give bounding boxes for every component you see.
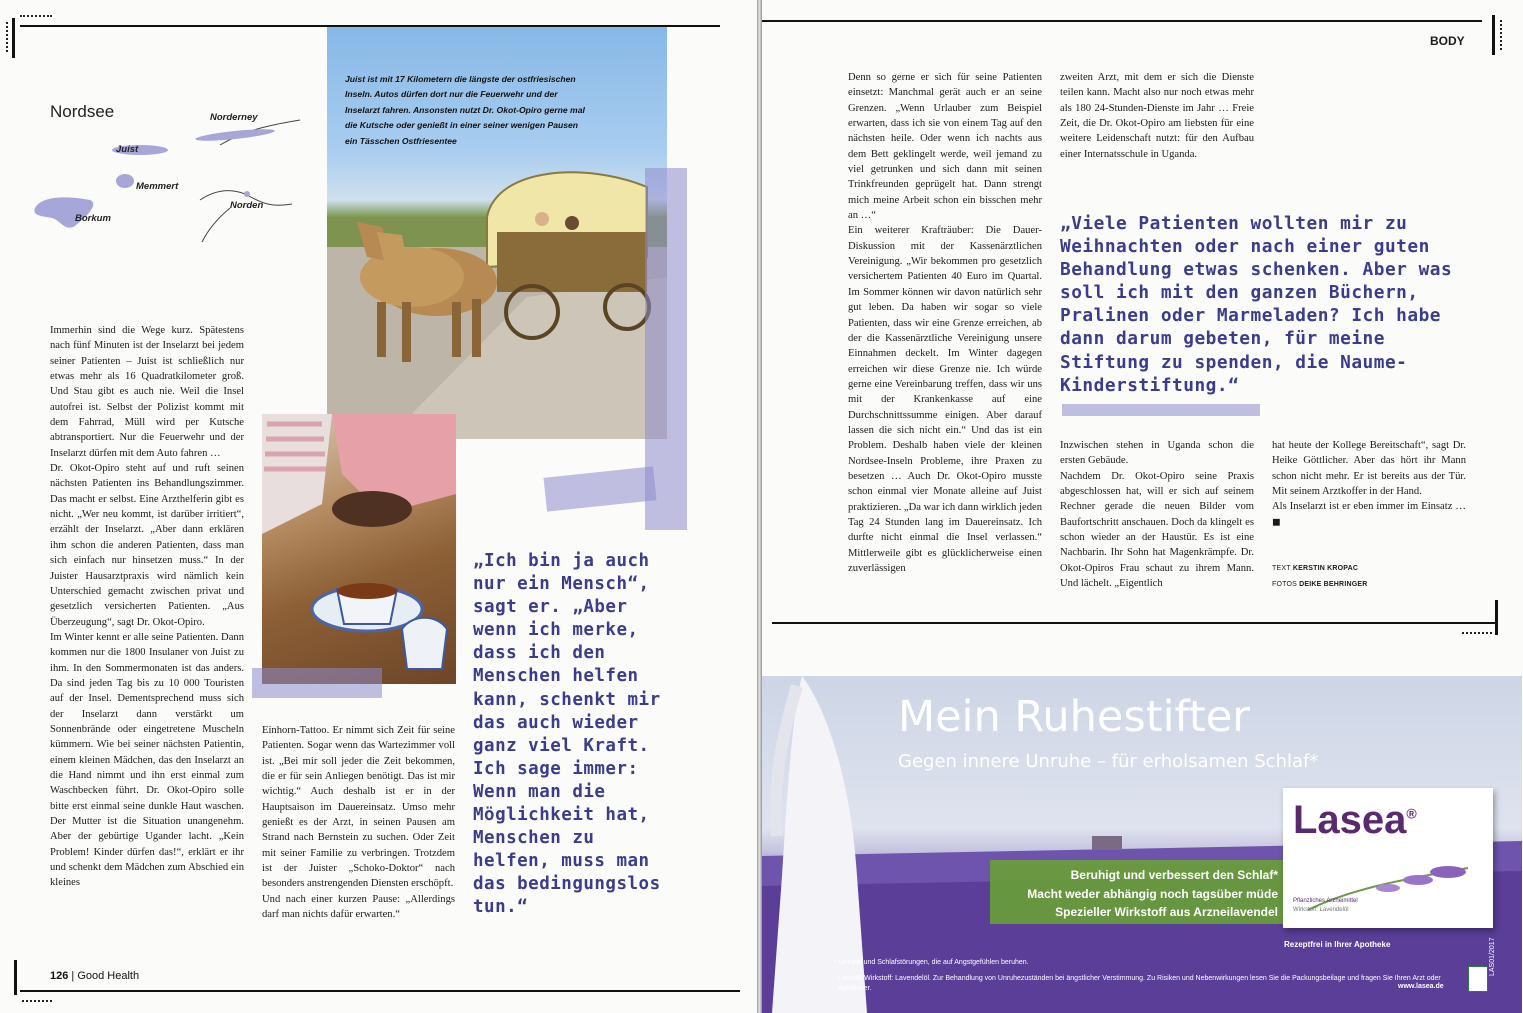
article-column-1 [848,70,1042,576]
magazine-name: Good Health [77,970,140,982]
map-label-norden: Norden [230,200,264,211]
map-label-juist: Juist [116,144,139,155]
frame-dots-vertical [1500,20,1502,50]
article-column-2-top: zweiten Arzt, mit dem er sich die Dienste teilen kann. Macht also nur noch etwas mehr als 180 24-Stunden-Dienste im Jahr … Freie Zeit, die Dr. Okot-Opiro am liebsten für eine weitere Leidenschaft nutzt: für den Aufbau einer Internatsschule in Uganda. [1060,72,1254,160]
article-column-2-bottom [1060,438,1254,591]
ad-claims [990,866,1278,922]
page-footer [50,970,139,982]
paragraph: Denn so gerne er sich für seine Patienten einsetzt: Manchmal gerät auch er an seine Grenzen. „Wenn Urlauber zum Beispiel erwarten, dass ich sie von einem Tag auf den nächsten heile. Oder wenn ich nachts aus dem Bett geklingelt werde, weil jemand zu viel getrunken und sich dann mit seinen Trinkfreunden geprügelt hat. Dann strengt mich meine Arbeit schon ein bisschen mehr an …“ [848,72,1042,222]
paragraph: Im Winter kennt er alle seine Patienten. Dann kommen nur die 1800 Insulaner von Juist zu ihm. In den Sommermonaten ist das anders. Da sind jeden Tag bis zu 10 000 Touristen auf der Insel. Dementsprechend muss sich der Inselarzt dann verstärkt um Sonnenbrände oder eingetretene Muscheln kümmern. Wie bei seiner nächsten Patientin, einem kleinen Mädchen, das den Inselarzt an die Hand nimmt und ihn erst einmal zum Waschbecken führt. Dr. Okot-Opiro solle bitte erst einmal seine dunkle Haut waschen. Der Mutter ist die Situation unangenehm. Aber der gebürtige Ugander lacht. „Kein Problem! Kinder dürfen das!“, erklärt er ihr und schenkt dem Mädchen zum Abschied ein kleines [50,631,244,889]
article-column-1 [50,323,244,891]
text-credit [1272,565,1358,572]
map-title: Nordsee [50,102,115,121]
brand-name: Lasea [1293,798,1407,842]
ad-headline: Mein Ruhestifter [898,692,1250,742]
package-subtext: Pflanzliches Arzneimittel [1293,898,1358,904]
frame-corner-bottom [14,960,17,995]
ad-subheadline: Gegen innere Unruhe – für erholsamen Schlaf* [898,751,1319,772]
pull-quote: „Ich bin ja auch nur ein Mensch“, sagt er. „Aber wenn ich merke, dass ich den Menschen helfen kann, schenkt mir das auch wieder ganz viel Kraft. Ich sage immer: Wenn man die Möglichkeit hat, Menschen zu helfen, muss man das bedingungslos tun.“ [473,551,661,918]
paragraph: Dr. Okot-Opiro steht auf und ruft seinen nächsten Patienten ins Behandlungszimmer. Das macht er selbst. Eine Arzthelferin gibt es nicht. „Wer neu kommt, ist darüber irritiert“, erzählt der Inselarzt. „Aber dann erklären ihm schon die anderen Patienten, dass man sich einfach nur hinsetzen muss.“ In der Juister Hausarztpraxis wird nämlich kein Unterschied gemacht zwischen privat und gesetzlich versicherten Patienten. „Aus Überzeugung“, sagt Dr. Okot-Opiro. [50,463,244,628]
frame-dots-vertical [6,22,8,52]
article-column-2 [262,723,455,922]
frame-corner-right [1492,15,1495,55]
page-number: 126 [50,970,69,982]
paragraph: Und nach einer kurzen Pause: „Allerdings darf man nichts dafür erwarten.“ [262,893,455,921]
article-column-3 [1272,438,1466,530]
tea-photo [262,414,456,684]
ad-side-code: LAS01/2017 [1489,937,1496,976]
credit-name: KERSTIN KROPAC [1292,565,1359,572]
paragraph: Nachdem Dr. Okot-Opiro seine Praxis abgeschlossen hat, will er sich auf seinem Rechner gerade die neuen Bilder vom Baufortschritt anschauen. Doch da klingelt es schon wieder an der Haustür. Es ist eine Nachbarin. Ihr Sohn hat Magenkrämpfe. Dr. Okot-Opiros Frau schaut zu ihrem Mann. Und lächelt. „Eigentlich [1060,470,1254,590]
ad-claim: Spezieller Wirkstoff aus Arzneilavendel [1055,905,1278,919]
decorative-tape-bottom [252,668,382,698]
lasea-advertisement[interactable] [762,676,1522,1013]
photo-credit [1272,581,1367,588]
footer-separator: | [71,970,75,982]
frame-corner-bottom [1495,600,1498,635]
end-mark-icon: ◼ [1272,516,1281,528]
paragraph: Ein weiterer Krafträuber: Die Dauer-Diskussion mit der Kassenärztlichen Vereinigung. „Wir bekommen pro gesetzlich versichertem Patienten 40 Euro im Quartal. Im Sommer können wir davon natürlich sehr gut leben. Da haben wir sogar so viele Patienten, dass wir eine Grenze erreichen, ab der die Kassenärztliche Vereinigung unsere Einnahmen deckelt. Im Winter dagegen erreichen wir diese Grenze nie. Ich würde gerne eine Vereinbarung treffen, dass wir uns mit der Krankenkasse auf eine Durchschnittssumme einigen. Aber darauf lassen die sich nicht ein.“ Und das ist ein Problem. Deshalb haben viele der kleinen Nordsee-Inseln Probleme, ihre Praxen zu besetzen … Auch Dr. Okot-Opiro musste schon einmal vier Monate alleine auf Juist praktizieren. „Da war ich dann wirklich jeden Tag 24 Stunden lang im Dauereinsatz. Ich durfte nicht einmal die Insel verlassen.“ Mittlerweile gibt es glücklicherweise einen zuverlässigen [848,225,1042,574]
package-subtext-2: Wirkstoff: Lavendelöl [1293,907,1349,913]
pharmacy-note: Rezeptfrei in Ihrer Apotheke [1284,940,1391,949]
ad-claim: Macht weder abhängig noch tagsüber müde [1027,886,1278,901]
map-label-borkum: Borkum [75,213,111,224]
tea-illustration [262,414,456,684]
paragraph: Immerhin sind die Wege kurz. Spätestens nach fünf Minuten ist der Inselarzt bei jedem seiner Patienten – Juist ist schließlich nur etwas mehr als 16 Quadratkilometer groß. Und Stau gibt es auch nie. Weil die Insel autofrei ist. Selbst der Polizist kommt mit dem Fahrrad, Müll wird per Kutsche abtransportiert. Nur die Feuerwehr und der Inselarzt dürfen mit dem Auto fahren … [50,325,244,459]
frame-corner-left [12,18,15,58]
paragraph: Inzwischen stehen in Uganda schon die ersten Gebäude. [1060,440,1254,467]
credit-label: TEXT [1272,565,1291,572]
top-frame-line [762,20,1482,22]
section-label: BODY [1430,34,1465,48]
frame-dots-bottom [1462,632,1492,634]
paragraph [1272,499,1466,530]
brand-logo [1293,798,1417,843]
decorative-tape [1062,404,1260,416]
bottom-frame-line [20,990,740,992]
photo-caption: Juist ist mit 17 Kilometern die längste der ostfriesischen Inseln. Autos dürfen dort nur die Feuerwehr und der Inselarzt fahren. Ansonsten nutzt Dr. Okot-Opiro gerne mal die Kutsche oder genießt in einer seiner wenigen Pausen ein Tässchen Ostfriesentee [345,74,585,146]
ad-url[interactable]: www.lasea.de [1398,983,1444,990]
ad-claim: Beruhigt und verbessert den Schlaf* [1070,868,1278,882]
bottom-frame-line [772,622,1497,624]
right-page [762,0,1523,1013]
paragraph: Einhorn-Tattoo. Er nimmt sich Zeit für seine Patienten. Sogar wenn das Wartezimmer voll ist. „Bei mir soll jeder die Zeit bekommen, die er für sein Anliegen benötigt. Das ist mir wichtig.“ Auch deshalb ist er in der Hauptsaison im Dauereinsatz. Umso mehr genießt es der Arzt, in seinen Pausen am Strand nach Bernstein zu suchen. Oder Zeit mit seiner Familie zu verbringen. Trotzdem ist der Juister „Schoko-Doktor“ nach besonders anstrengenden Diensten erschöpft. [262,725,455,890]
map-label-norderney: Norderney [210,112,258,123]
paragraph: hat heute der Kollege Bereitschaft“, sagt Dr. Heike Göttlicher. Aber das hört ihr Mann schon nicht mehr. Er ist bereits aus der Tür. Mit seinem Arztkoffer in der Hand. [1272,440,1466,498]
frame-dots [20,15,52,17]
lasea-package[interactable] [1283,788,1493,928]
paragraph-text: Als Inselarzt ist er eben immer im Einsatz … [1272,501,1466,513]
credit-name: DEIKE BEHRINGER [1299,581,1368,588]
registered-mark: ® [1406,805,1417,822]
frame-dots-bottom [22,1000,52,1002]
credit-label: FOTOS [1272,581,1297,588]
schwabe-logo-icon [1468,966,1488,992]
ad-footnote: * Unruhe und Schlafstörungen, die auf Angstgefühlen beruhen. [834,959,1029,966]
ad-legal: Lasea® Wirkstoff: Lavendelöl. Zur Behandlung von Unruhezuständen bei ängstlicher Verstimmung. Zu Risiken und Nebenwirkungen lesen Sie die Packungsbeilage und fragen Sie Ihren Arzt oder Apotheker. [838,975,1441,992]
decorative-tape-small [544,466,657,511]
map-label-memmert: Memmert [136,181,179,192]
left-page [0,0,757,1013]
pull-quote: „Viele Patienten wollten mir zu Weihnachten oder nach einer guten Behandlung etwas schenken. Aber was soll ich mit den ganzen Büchern, Pralinen oder Marmeladen? Ich habe dann darum gebeten, für meine Stiftung zu spenden, die Naume-Kinderstiftung.“ [1060,213,1453,396]
